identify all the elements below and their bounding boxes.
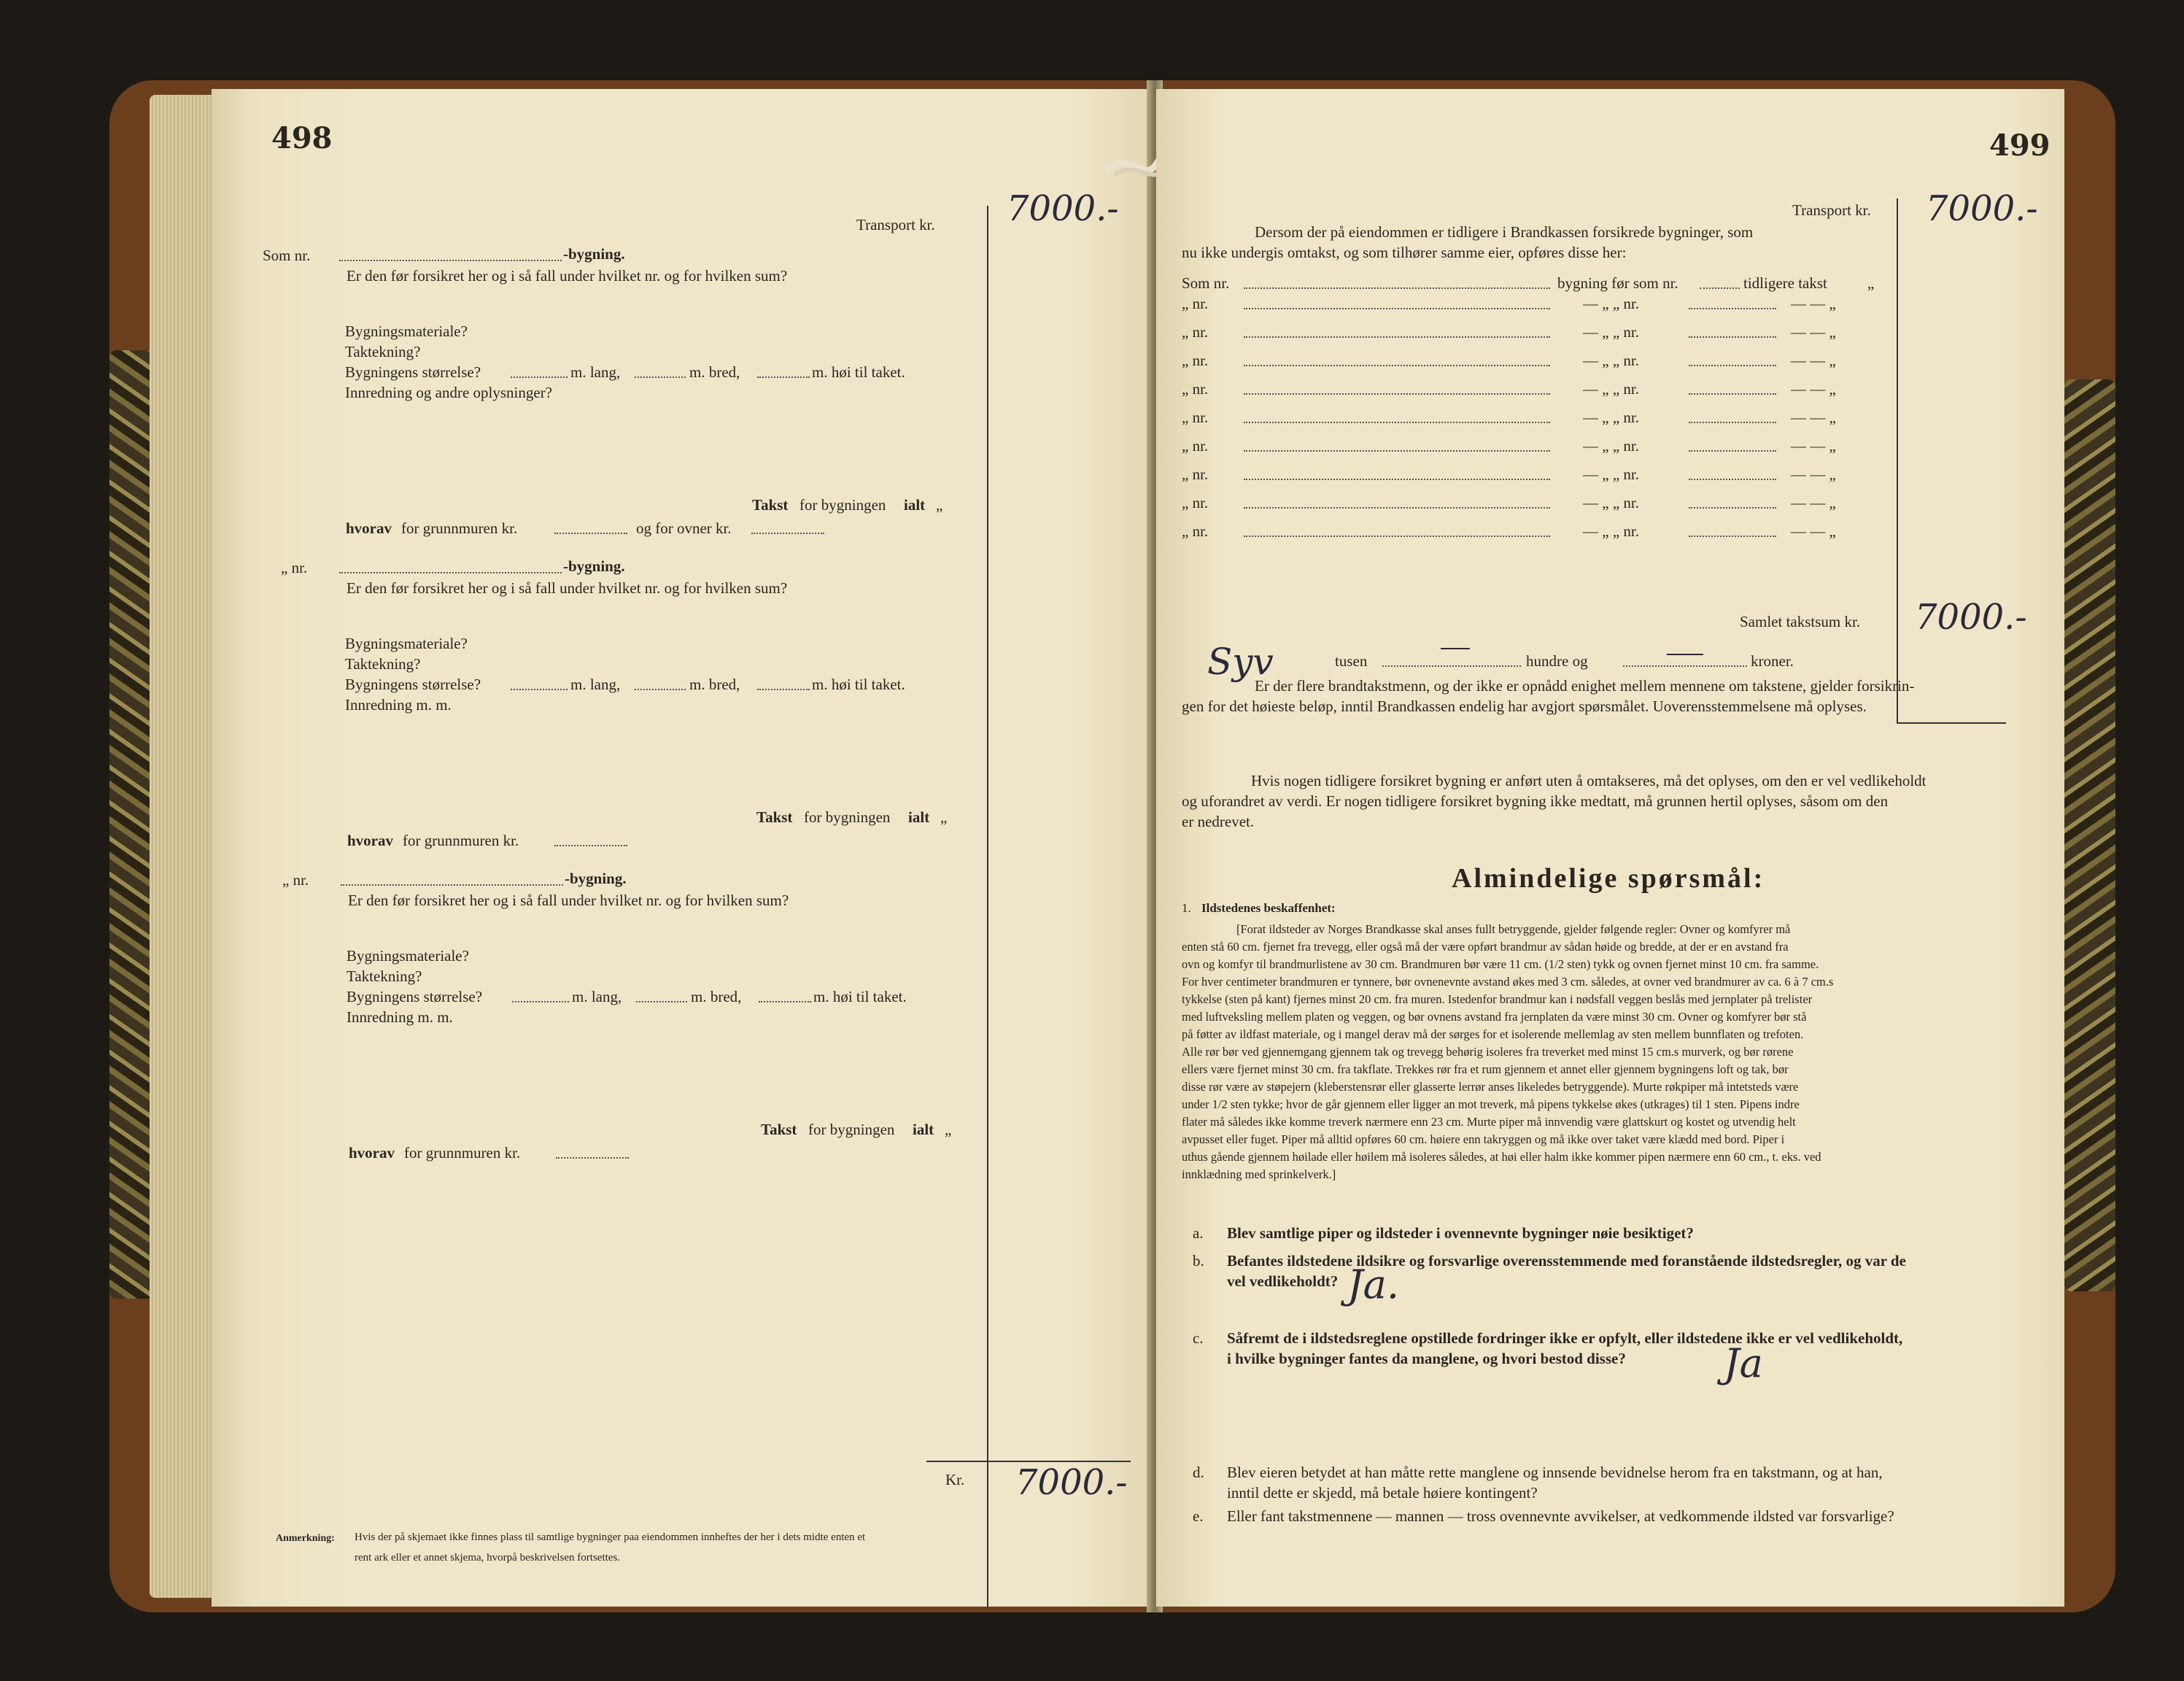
size-question: Bygningens størrelse? [346,988,483,1005]
material-question: Bygningsmateriale? [346,947,469,965]
dotted-line [1689,365,1776,366]
tidligere-label: tidligere takst [1743,274,1827,292]
regulation-line: disse rør være av støpejern (kleberstensrør eller glasserte lerrør anses likeledes betryggende). Murte røkpiper må intetsteds være [1182,1080,1799,1094]
page-number: 498 [271,121,333,155]
row-dash: — „ „ nr. [1583,409,1639,426]
handwritten-amount: Syv [1207,641,1274,683]
row-nr-label: „ nr. [1182,323,1209,341]
regulation-line: avpusset eller fuget. Piper må alltid opføres 60 cm. høiere enn takryggen og må ikke over taket være klædd med bord. Piper i [1182,1132,1785,1146]
dotted-line [1623,665,1747,667]
dotted-line [511,689,568,690]
dotted-line [512,1001,569,1002]
grunnmur-label: for grunnmuren kr. [403,832,519,849]
dotted-line [635,689,686,690]
anmerkning-text: rent ark eller et annet skjema, hvorpå beskrivelsen fortsettes. [355,1552,621,1564]
answer-c: Ja [1724,1340,1763,1386]
marbled-edge-right [2064,379,2115,1291]
dotted-line [1244,479,1550,480]
question-number: 1. [1182,901,1191,915]
dotted-line [1244,308,1550,309]
regulation-line: med luftveksling mellem platen og veggen, og bør ovnens avstand fra jernplaten da være minst 30 cm. Ovner og komfyrer bør stå [1182,1010,1807,1024]
question-title: Ildstedenes beskaffenhet: [1201,901,1336,915]
hvorav-label: hvorav [349,1144,395,1162]
row-dash: — „ „ nr. [1583,494,1639,511]
dotted-line [757,376,810,378]
dotted-line [1689,308,1776,309]
amount-rule [1897,722,2006,724]
hvorav-label: hvorav [347,832,393,849]
size-hoi: m. høi til taket. [812,676,905,693]
section-heading: Almindelige spørsmål: [1452,863,1765,894]
takst-label: Takst [752,496,789,514]
bygning-label: -bygning. [565,870,627,887]
row-end: — — „ [1791,522,1836,540]
size-bred: m. bred, [689,363,740,381]
dotted-line [1244,450,1550,452]
row-nr-label: „ nr. [1182,494,1209,511]
regulation-line: Alle rør bør ved gjennemgang gjennem tak og trevegg behørig isoleres fra treverket med minst 15 cm.s murverk, og bør rørene [1182,1045,1794,1059]
transport-label: Transport kr. [856,216,935,233]
dotted-line [554,845,627,846]
takst-mid: for bygningen [808,1121,895,1138]
anmerkning-label: Anmerkning: [276,1533,335,1544]
regulation-line: ovn og komfyr til brandmurlistene av 30 cm. Brandmuren bør være 11 cm. (1/2 sten) tykk og ovnen fjernet minst 10 cm. fra samme. [1182,957,1819,971]
regulation-line: ellers være fjernet minst 30 cm. fra takflate. Trekkes rør fra et rum gjennem et annet eller gjennem bygningens loft og tak, bør [1182,1062,1789,1076]
flere-text: Er der flere brandtakstmenn, og der ikke er opnådd enighet mellem mennene om takstene, gjelder forsikrin- [1255,677,1915,695]
transport-value: 7000.- [1007,188,1119,229]
size-bred: m. bred, [689,676,740,693]
size-hoi: m. høi til taket. [813,988,907,1005]
material-question: Bygningsmateriale? [345,635,468,652]
dotted-line [1689,536,1776,537]
row-end: — — „ [1791,465,1836,483]
regulation-line: tykkelse (sten på kant) fjernes minst 20 cm. fra muren. Istedenfor brandmur kan i nødsfall veggen beslås med jernplater på trelister [1182,992,1813,1006]
amount-column-rule [987,206,988,1607]
innredning-question: Innredning m. m. [345,696,452,714]
innredning-question: Innredning og andre oplysninger? [345,384,553,401]
regulation-line: For hver centimeter brandmuren er tynnere, bør ovnenevnte avstand økes med 3 cm. således, at ovner ved brandmurer av ca. 6 à 7 cm.s [1182,975,1834,989]
row-dash: — „ „ nr. [1583,380,1639,398]
flere-text: gen for det høieste beløp, inntil Brandkassen endelig har avgjort spørsmålet. Uoverensstemmelsene må oplyses. [1182,697,1867,715]
question-a: Blev samtlige piper og ildsteder i ovennevnte bygninger nøie besiktiget? [1227,1224,1694,1242]
question-d: Blev eieren betydet at han måtte rette manglene og innsende bevidnelse herom fra en takstmann, og at han, [1227,1464,1883,1481]
regulation-line: enten stå 60 cm. fjernet fra trevegg, eller også må der være opført brandmur av sådan høide og bredde, at der er en avstand fra [1182,940,1789,954]
size-bred: m. bred, [691,988,742,1005]
amount-column-rule [1897,198,1898,724]
row-dash: — „ „ nr. [1583,465,1639,483]
dotted-line [1244,536,1550,537]
forsikret-question: Er den før forsikret her og i så fall under hvilket nr. og for hvilken sum? [348,892,789,909]
anmerkning-text: Hvis der på skjemaet ikke finnes plass til samtlige bygninger paa eiendommen innheftes der her i dets midte enten et [355,1531,866,1543]
ovner-label: og for ovner kr. [636,519,732,537]
transport-label: Transport kr. [1792,201,1871,219]
row-dash: — „ „ nr. [1583,437,1639,455]
row-end: — — „ [1791,437,1836,455]
dotted-line [759,1001,811,1002]
dotted-line [1689,507,1776,509]
taktekning-question: Taktekning? [345,655,421,673]
dotted-line [635,376,686,378]
dotted-line [757,689,810,690]
regulation-line: [Forat ildsteder av Norges Brandkasse skal anses fullt betryggende, gjelder følgende regler: Ovner og komfyrer må [1236,922,1791,936]
row-end: — — „ [1791,352,1836,369]
handwritten-dash [1441,648,1470,649]
dotted-line [339,572,562,573]
dotted-line [1689,422,1776,423]
regulation-line: under 1/2 sten tykke; hvor de går gjennem eller ligger an mot treverk, må pipens tykkelse økes (utkrages) til 1 sten. Pipens indre [1182,1097,1800,1111]
page-edges [150,95,219,1598]
question-c: i hvilke bygninger fantes da manglene, og hvori bestod disse? [1227,1350,1626,1367]
size-lang: m. lang, [572,988,622,1005]
dotted-line [1244,365,1550,366]
material-question: Bygningsmateriale? [345,322,468,340]
dotted-line [511,376,568,378]
question-e: Eller fant takstmennene — mannen — tross ovennevnte avvikelser, at vedkommende ildsted var forsvarlige? [1227,1507,1894,1525]
question-letter: e. [1193,1507,1204,1525]
answer-b: Ja. [1347,1261,1400,1307]
question-letter: c. [1193,1329,1204,1347]
total-label: Kr. [945,1471,965,1488]
nr-label: „ nr. [282,871,309,889]
dotted-line [341,884,563,886]
row-nr-label: „ nr. [1182,295,1209,312]
dotted-line [554,533,627,534]
dotted-line [1244,507,1550,509]
grunnmur-label: for grunnmuren kr. [404,1144,521,1162]
nr-label: „ nr. [281,559,308,576]
regulation-line: flater må således ikke komme treverk nærmere enn 23 cm. Murte piper må innvendig være glattskurt og kostet og utvendig helt [1182,1115,1796,1129]
intro-text: Dersom der på eiendommen er tidligere i Brandkassen forsikrede bygninger, som [1255,223,1754,241]
bygning-for-label: bygning før som nr. [1557,274,1678,292]
regulation-line: uthus gående gjennem høilade eller høilem må isoleres således, at høi eller halm ikke kommer pipen nærmere enn 60 cm., t. eks. ved [1182,1150,1821,1164]
hvis-text: og uforandret av verdi. Er nogen tidligere forsikret bygning ikke medtatt, må grunnen hertil oplyses, såsom om den [1182,792,1889,810]
takst-end: „ [945,1121,952,1138]
question-b: Befantes ildstedene ildsikre og forsvarlige overensstemmende med foranstående ildstedsregler, og var de [1227,1252,1906,1270]
hvis-text: er nedrevet. [1182,813,1255,830]
kroner-label: kroner. [1751,652,1794,670]
taktekning-question: Taktekning? [345,343,421,360]
row-end: — — „ [1791,494,1836,511]
dotted-line [1700,287,1740,289]
size-question: Bygningens størrelse? [345,363,481,381]
dotted-line [1689,393,1776,395]
takst-label: Takst [756,808,793,826]
dotted-line [1244,287,1550,289]
question-d: inntil dette er skjedd, må betale høiere kontingent? [1227,1484,1538,1502]
forsikret-question: Er den før forsikret her og i så fall under hvilket nr. og for hvilken sum? [346,579,788,597]
takst-end: „ [936,496,943,514]
page-number: 499 [1989,128,2051,163]
tusen-label: tusen [1335,652,1368,670]
row-nr-label: „ nr. [1182,522,1209,540]
bygning-label: -bygning. [563,557,625,575]
takst-mid: for bygningen [804,808,891,826]
transport-value: 7000.- [1926,188,2038,229]
hvis-text: Hvis nogen tidligere forsikret bygning er anført uten å omtakseres, må det oplyses, om den er vel vedlikeholdt [1251,772,1927,789]
size-question: Bygningens størrelse? [345,676,481,693]
som-nr-label: Som nr. [1182,274,1230,292]
row-dash: — „ „ nr. [1583,295,1639,312]
takst-mid: for bygningen [799,496,886,514]
row-nr-label: „ nr. [1182,352,1209,369]
handwritten-dash [1667,654,1703,655]
row-nr-label: „ nr. [1182,409,1209,426]
grunnmur-label: for grunnmuren kr. [401,519,518,537]
samlet-label: Samlet takstsum kr. [1740,613,1861,630]
takst-ialt: ialt [908,808,930,826]
right-page [1156,89,2064,1607]
dotted-line [636,1001,687,1002]
takst-ialt: ialt [904,496,926,514]
dotted-line [556,1157,629,1159]
dotted-line [1689,336,1776,338]
question-letter: b. [1193,1252,1204,1270]
row-end: — — „ [1791,409,1836,426]
left-page [212,89,1153,1607]
row-nr-label: „ nr. [1182,437,1209,455]
size-hoi: m. høi til taket. [812,363,905,381]
row-nr-label: „ nr. [1182,465,1209,483]
row-dash: — „ „ nr. [1583,323,1639,341]
row-nr-label: „ nr. [1182,380,1209,398]
dotted-line [751,533,824,534]
question-c: Såfremt de i ildstedsreglene opstillede fordringer ikke er opfylt, eller ildstedene ikke er vel vedlikeholdt, [1227,1329,1903,1347]
dotted-line [339,260,562,261]
row-end: — — „ [1791,380,1836,398]
size-lang: m. lang, [570,363,621,381]
question-letter: d. [1193,1464,1204,1481]
hundre-label: hundre og [1526,652,1588,670]
comma-mark: „ [1867,274,1875,292]
intro-text: nu ikke undergis omtakst, og som tilhører samme eier, opføres disse her: [1182,244,1627,261]
dotted-line [1689,479,1776,480]
regulation-line: på føtter av ildfast materiale, og i mangel derav må der sørges for et isolerende mellemlag av sten mellem bunnflaten og trefoten. [1182,1027,1804,1041]
row-dash: — „ „ nr. [1583,352,1639,369]
size-lang: m. lang, [570,676,621,693]
som-nr-label: Som nr. [263,247,311,264]
question-b: vel vedlikeholdt? [1227,1272,1339,1290]
row-end: — — „ [1791,295,1836,312]
dotted-line [1689,450,1776,452]
taktekning-question: Taktekning? [346,967,422,985]
dotted-line [1244,336,1550,338]
samlet-value: 7000.- [1915,597,2027,638]
question-letter: a. [1193,1224,1204,1242]
innredning-question: Innredning m. m. [346,1008,453,1026]
takst-ialt: ialt [913,1121,934,1138]
dotted-line [1382,665,1521,667]
row-dash: — „ „ nr. [1583,522,1639,540]
total-value: 7000.- [1015,1462,1128,1503]
forsikret-question: Er den før forsikret her og i så fall under hvilket nr. og for hvilken sum? [346,267,788,285]
regulation-line: innklædning med sprinkelverk.] [1182,1167,1336,1181]
hvorav-label: hvorav [346,519,392,537]
dotted-line [1244,422,1550,423]
bygning-label: -bygning. [563,245,625,263]
row-end: — — „ [1791,323,1836,341]
takst-label: Takst [761,1121,797,1138]
takst-end: „ [940,808,948,826]
dotted-line [1244,393,1550,395]
